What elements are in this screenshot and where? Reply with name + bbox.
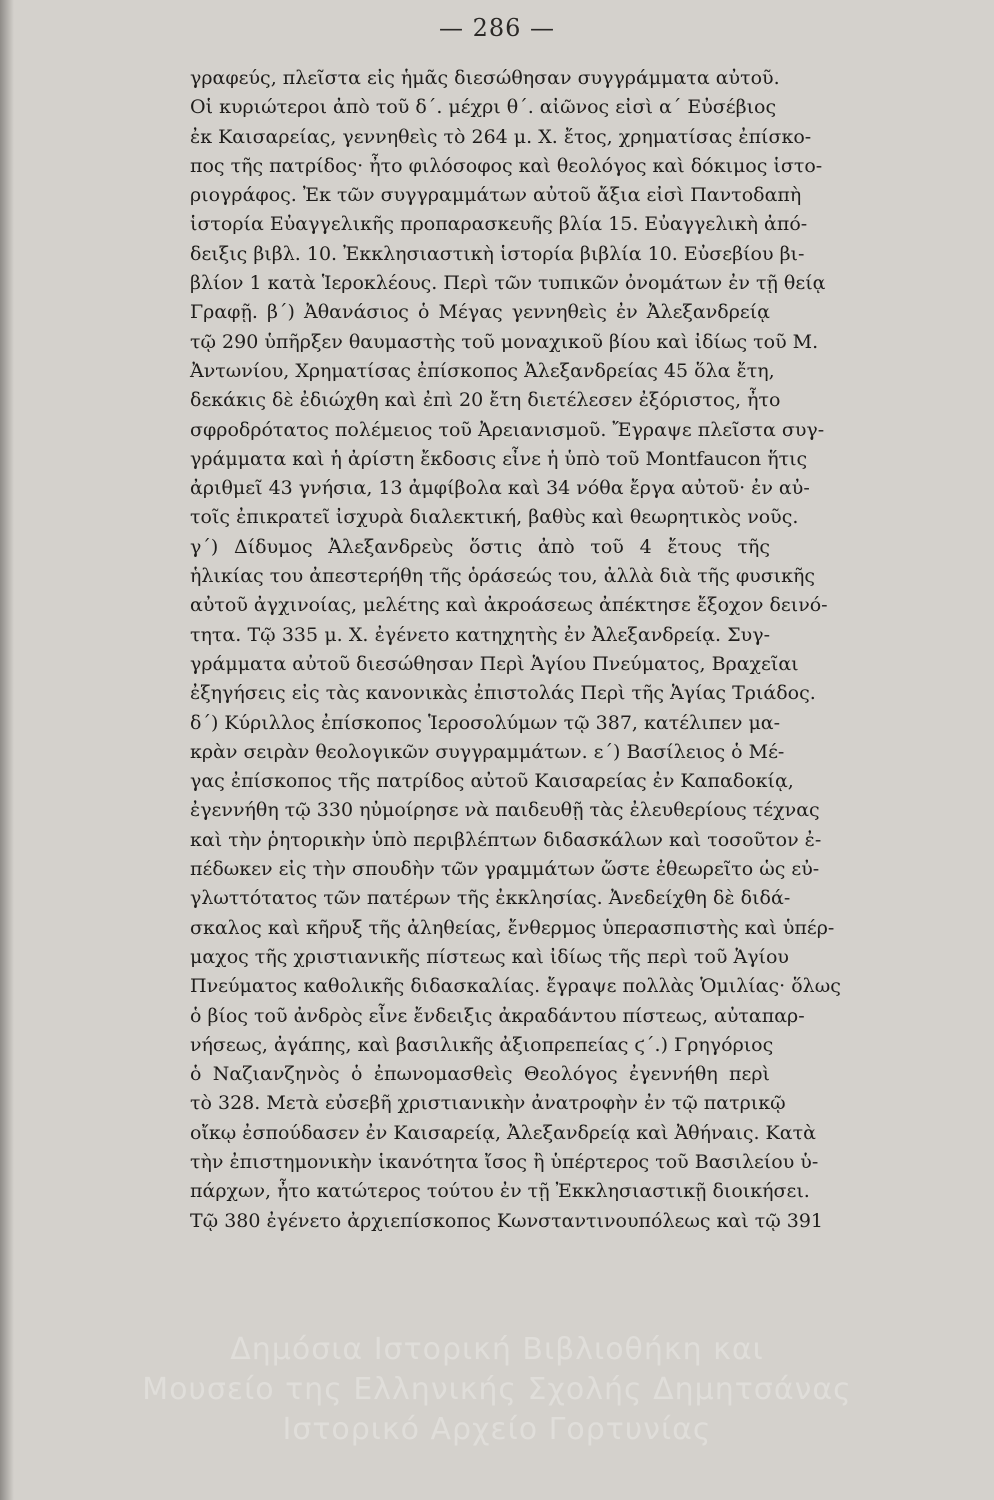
text-line: σκαλος καὶ κῆρυξ τῆς ἀληθείας, ἔνθερμος ὑπερασπιστὴς καὶ ὑπέρ- — [190, 916, 835, 939]
text-line: Γραφῇ. β΄) Ἀθανάσιος ὁ Μέγας γεννηθεὶς ἐν Ἀλεξανδρείᾳ — [190, 301, 770, 324]
text-line: ἀριθμεῖ 43 γνήσια, 13 ἀμφίβολα καὶ 34 νόθα ἔργα αὐτοῦ· ἐν αὐ- — [190, 477, 810, 500]
text-line: γραφεύς, πλεῖστα εἰς ἡμᾶς διεσώθησαν συγγράμματα αὐτοῦ. — [190, 67, 780, 89]
text-line: γράμματα καὶ ἡ ἀρίστη ἔκδοσις εἶνε ἡ ὑπὸ τοῦ Montfaucon ἥτις — [190, 447, 808, 470]
text-line: τὸ 328. Μετὰ εὐσεβῆ χριστιανικὴν ἀνατροφὴν ἐν τῷ πατρικῷ — [190, 1092, 786, 1115]
library-watermark — [0, 1330, 994, 1450]
text-line: ἐξηγήσεις εἰς τὰς κανονικὰς ἐπιστολάς Περὶ τῆς Ἁγίας Τριάδος. — [190, 682, 816, 705]
text-line: ριογράφος. Ἐκ τῶν συγγραμμάτων αὐτοῦ ἄξια εἰσὶ Παντοδαπὴ — [190, 184, 802, 207]
text-line: δεκάκις δὲ ἐδιώχθη καὶ ἐπὶ 20 ἔτη διετέλεσεν ἐξόριστος, ἦτο — [190, 389, 781, 412]
text-line: κρὰν σειρὰν θεολογικῶν συγγραμμάτων. ε΄) Βασίλειος ὁ Μέ- — [190, 740, 785, 763]
text-line: γλωττότατος τῶν πατέρων τῆς ἐκκλησίας. Ἀνεδείχθη δὲ διδά- — [190, 887, 791, 910]
text-line: πέδωκεν εἰς τὴν σπουδὴν τῶν γραμμάτων ὥστε ἐθεωρεῖτο ὡς εὐ- — [190, 858, 820, 881]
watermark-line: Μουσείο της Ελληνικής Σχολής Δημητσάνας — [142, 1372, 852, 1407]
text-line: νήσεως, ἀγάπης, καὶ βασιλικῆς ἀξιοπρεπείας ϛ΄.) Γρηγόριος — [190, 1033, 774, 1056]
text-line: τῷ 290 ὑπῆρξεν θαυμαστὴς τοῦ μοναχικοῦ βίου καὶ ἰδίως τοῦ Μ. — [190, 330, 819, 353]
text-line: ἐγεννήθη τῷ 330 ηὐμοίρησε νὰ παιδευθῇ τὰς ἐλευθερίους τέχνας — [190, 799, 820, 822]
text-line: τοῖς ἐπικρατεῖ ἰσχυρὰ διαλεκτική, βαθὺς καὶ θεωρητικὸς νοῦς. — [190, 506, 799, 529]
text-line: γας ἐπίσκοπος τῆς πατρίδος αὐτοῦ Καισαρείας ἐν Καπαδοκίᾳ, — [190, 770, 794, 793]
text-line: ἐκ Καισαρείας, γεννηθεὶς τὸ 264 μ. Χ. ἔτος, χρηματίσας ἐπίσκο- — [190, 125, 812, 148]
text-line: πος τῆς πατρίδος· ἦτο φιλόσοφος καὶ θεολόγος καὶ δόκιμος ἱστο- — [190, 154, 823, 177]
text-line: Οἱ κυριώτεροι ἀπὸ τοῦ δ΄. μέχρι θ΄. αἰῶνος εἰσὶ α΄ Εὐσέβιος — [190, 96, 777, 119]
page-edge-shadow — [0, 0, 14, 1500]
page-number: — 286 — — [438, 14, 556, 42]
text-line: πάρχων, ἦτο κατώτερος τούτου ἐν τῇ Ἐκκλησιαστικῇ διοικήσει. — [190, 1180, 810, 1203]
text-line: μαχος τῆς χριστιανικῆς πίστεως καὶ ἰδίως τῆς περὶ τοῦ Ἁγίου — [190, 945, 789, 968]
text-line: καὶ τὴν ῥητορικὴν ὑπὸ περιβλέπτων διδασκάλων καὶ τοσοῦτον ἐ- — [190, 828, 822, 851]
text-line: ὁ βίος τοῦ ἀνδρὸς εἶνε ἔνδειξις ἀκραδάντου πίστεως, αὐταπαρ- — [190, 1004, 805, 1027]
watermark-line: Ιστορικό Αρχείο Γορτυνίας — [282, 1412, 712, 1447]
text-line: ἡλικίας του ἀπεστερήθη τῆς ὁράσεώς του, ἀλλὰ διὰ τῆς φυσικῆς — [190, 565, 816, 588]
text-line: γ΄) Δίδυμος Ἀλεξανδρεὺς ὅστις ἀπὸ τοῦ 4 ἔτους τῆς — [190, 535, 770, 558]
text-line: αὐτοῦ ἀγχινοίας, μελέτης καὶ ἀκροάσεως ἀπέκτησε ἔξοχον δεινό- — [190, 594, 828, 617]
text-line: σφροδρότατος πολέμειος τοῦ Ἀρειανισμοῦ. Ἔγραψε πλεῖστα συγ- — [190, 418, 825, 441]
text-line: Τῷ 380 ἐγένετο ἀρχιεπίσκοπος Κωνσταντινουπόλεως καὶ τῷ 391 — [190, 1209, 824, 1232]
text-line: γράμματα αὐτοῦ διεσώθησαν Περὶ Ἁγίου Πνεύματος, Βραχεῖαι — [190, 652, 799, 675]
text-line: ἱστορία Εὐαγγελικῆς προπαρασκευῆς βλία 15. Εὐαγγελικὴ ἀπό- — [190, 213, 808, 236]
text-line: δειξις βιβλ. 10. Ἐκκλησιαστικὴ ἱστορία βιβλία 10. Εὐσεβίου βι- — [190, 242, 805, 265]
body-text — [190, 64, 841, 1236]
text-line: βλίον 1 κατὰ Ἱεροκλέους. Περὶ τῶν τυπικῶν ὀνομάτων ἐν τῇ θείᾳ — [190, 272, 826, 295]
text-line: δ΄) Κύριλλος ἐπίσκοπος Ἱεροσολύμων τῷ 387, κατέλιπεν μα- — [190, 711, 781, 734]
text-line: ὁ Ναζιανζηνὸς ὁ ἐπωνομασθεὶς Θεολόγος ἐγεννήθη περὶ — [190, 1063, 770, 1086]
watermark-line: Δημόσια Ιστορική Βιβλιοθήκη και — [230, 1332, 764, 1367]
text-line: τητα. Τῷ 335 μ. Χ. ἐγένετο κατηχητὴς ἐν Ἀλεξανδρείᾳ. Συγ- — [190, 623, 770, 646]
text-line: τὴν ἐπιστημονικὴν ἱκανότητα ἴσος ἢ ὑπέρτερος τοῦ Βασιλείου ὑ- — [190, 1150, 819, 1173]
text-line: Ἀντωνίου, Χρηματίσας ἐπίσκοπος Ἀλεξανδρείας 45 ὅλα ἔτη, — [190, 359, 775, 382]
text-line: Πνεύματος καθολικῆς διδασκαλίας. ἔγραψε πολλὰς Ὁμιλίας· ὅλως — [190, 975, 841, 998]
text-line: οἴκῳ ἐσπούδασεν ἐν Καισαρείᾳ, Ἀλεξανδρείᾳ καὶ Ἀθήναις. Κατὰ — [190, 1121, 816, 1144]
